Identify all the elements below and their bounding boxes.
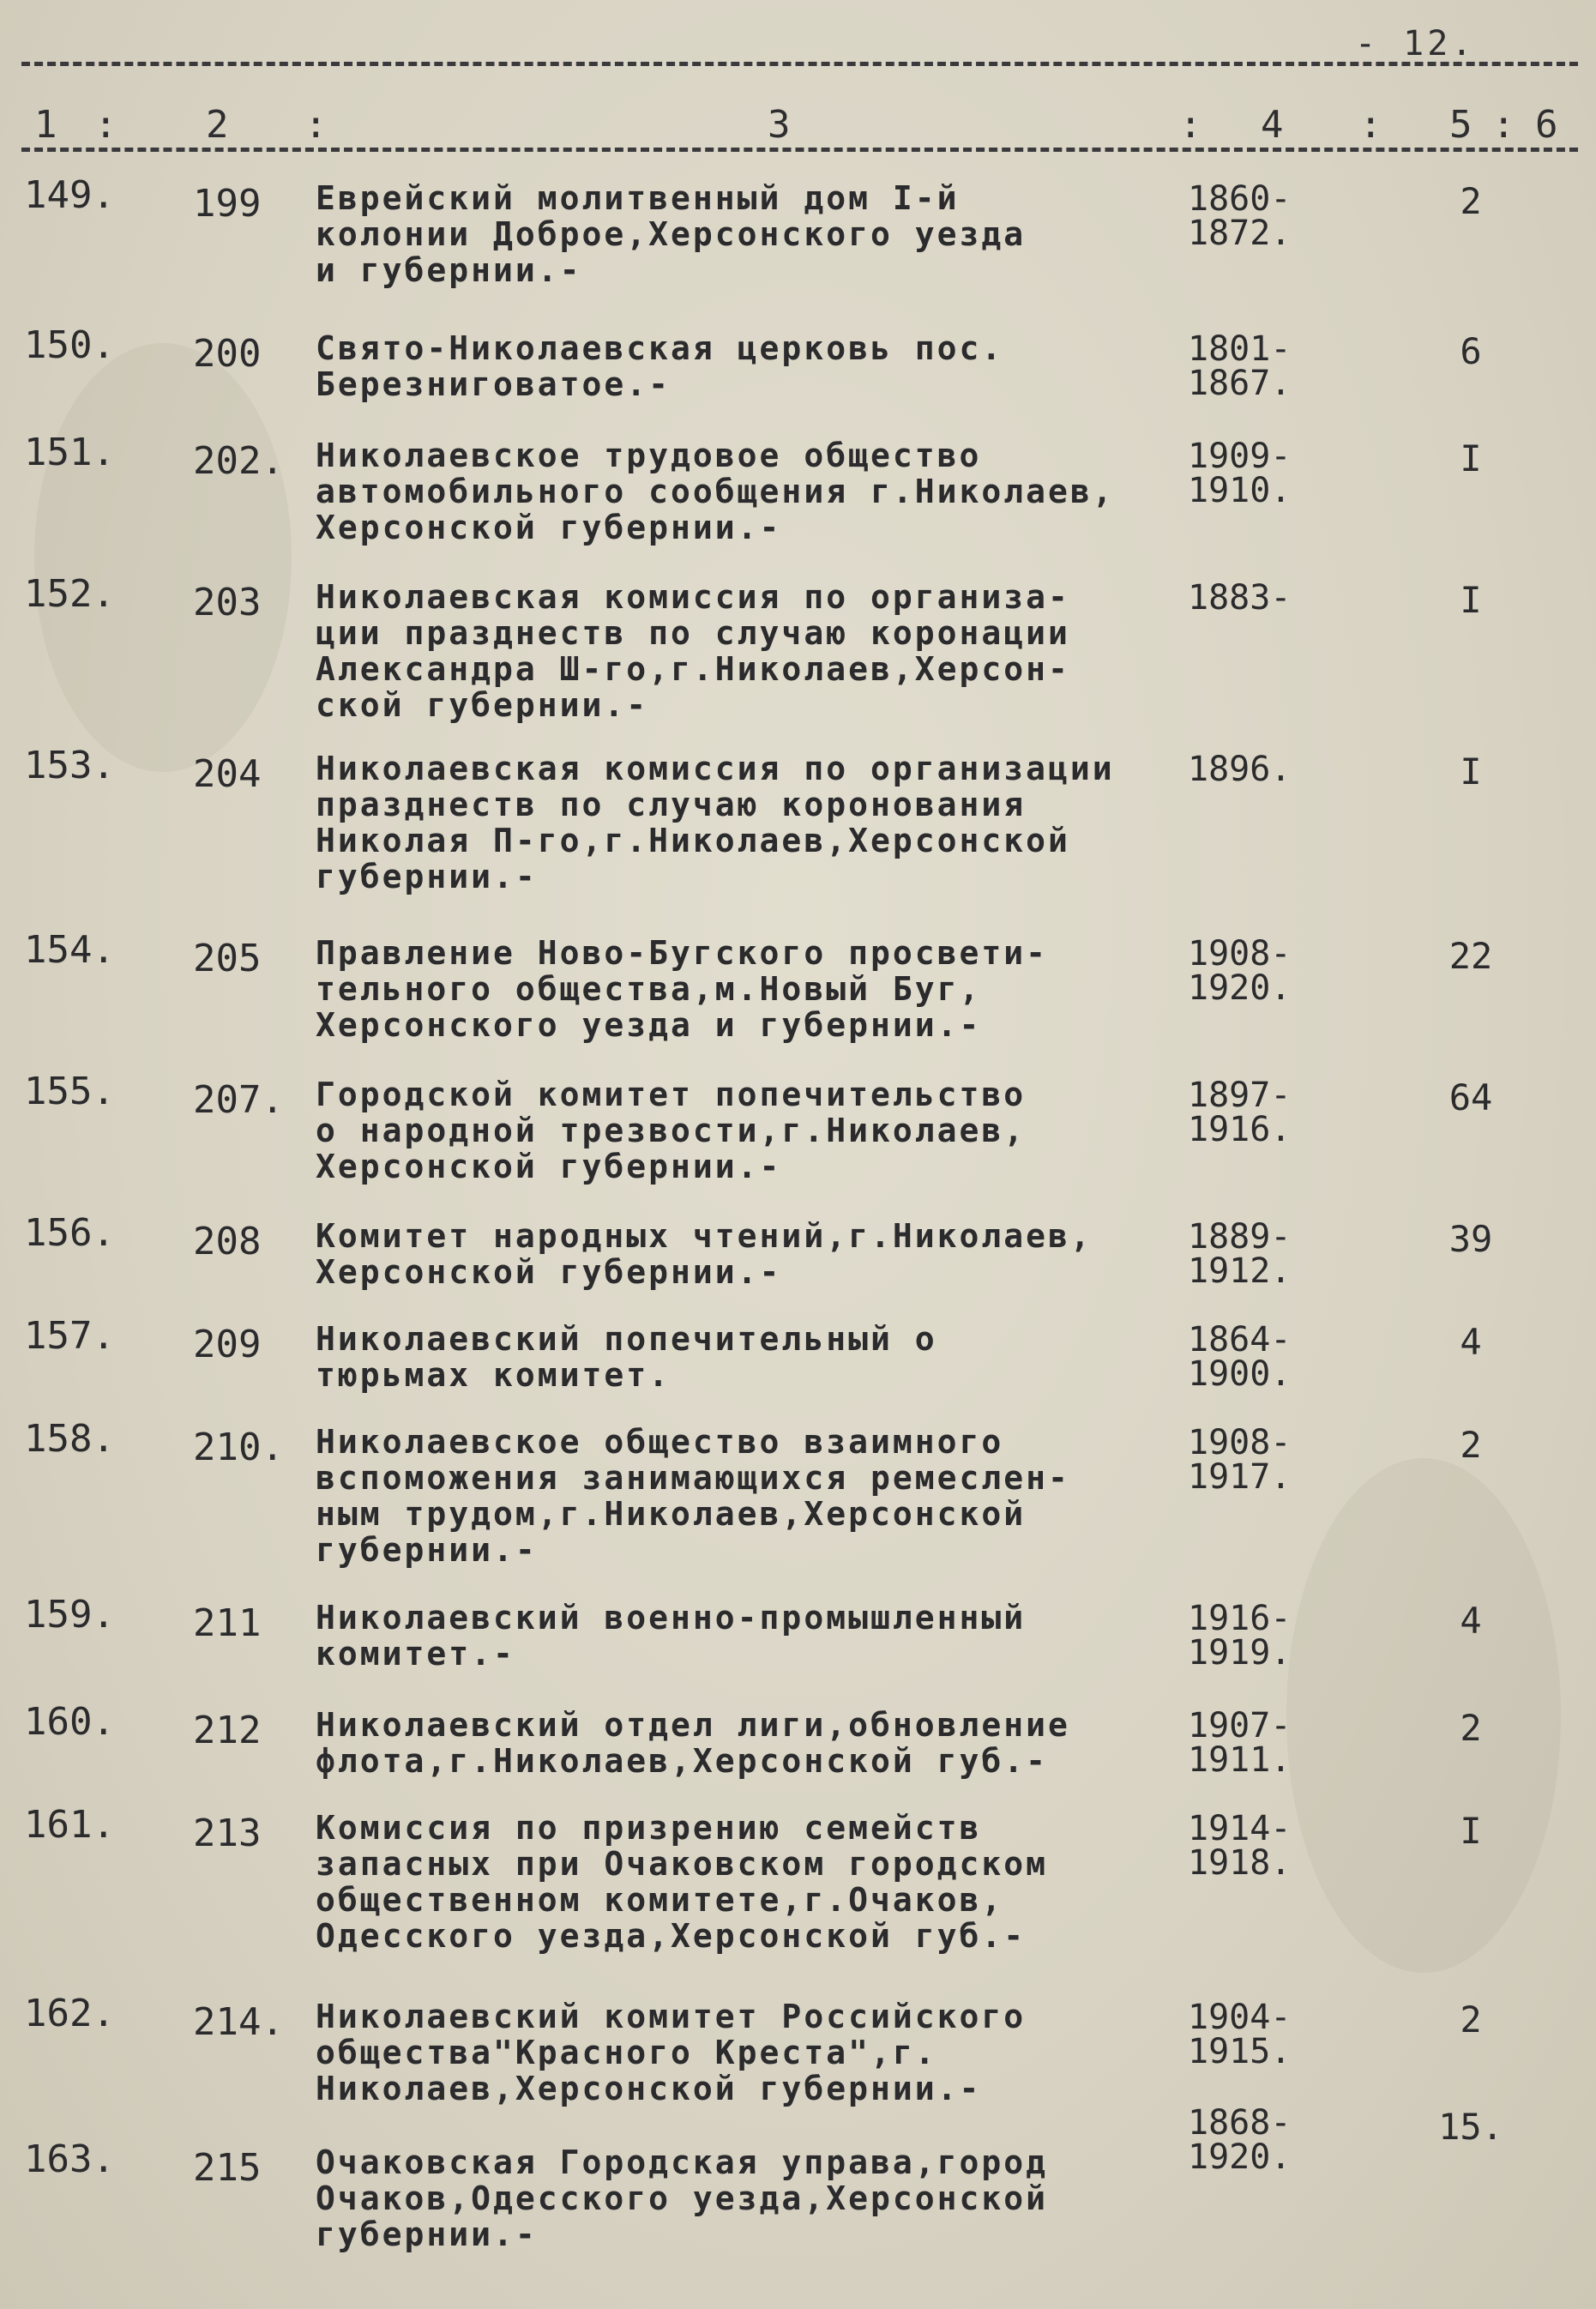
fund-number: 211: [193, 1601, 262, 1645]
page-number: - 12.: [1355, 24, 1476, 63]
date-range: 1904- 1915.: [1188, 1998, 1292, 2071]
fund-number: 207.: [193, 1078, 284, 1122]
fund-number: 213: [193, 1812, 262, 1855]
entry-number: 152.: [24, 572, 115, 616]
date-range: 1883-: [1188, 578, 1292, 618]
date-range: 1860- 1872.: [1188, 179, 1292, 253]
entry-number: 150.: [24, 323, 115, 367]
entry-number: 154.: [24, 928, 115, 972]
fund-title: Николаевское трудовое общество автомобильного сообщения г.Николаев, Херсонской губернии.-: [316, 437, 1115, 546]
fund-title: Комиссия по призрению семейств запасных при Очаковском городском общественном комитете,г.Очаков, Одесского уезда,Херсонской губ.-: [316, 1809, 1048, 1955]
fund-number: 214.: [193, 2000, 284, 2044]
fund-title: Еврейский молитвенный дом I-й колонии Доброе,Херсонского уезда и губернии.-: [316, 179, 1027, 289]
fund-title: Николаевская комиссия по организации празднеств по случаю коронования Николая П-го,г.Николаев,Херсонской губернии.-: [316, 750, 1115, 895]
file-count: I: [1460, 751, 1482, 793]
date-range: 1897- 1916.: [1188, 1076, 1292, 1149]
file-count: 64: [1448, 1076, 1493, 1118]
file-count: 2: [1460, 1707, 1482, 1749]
entry-number: 153.: [24, 744, 115, 787]
date-range: 1916- 1919.: [1188, 1599, 1292, 1673]
fund-title: Правление Ново-Бугского просвети- тельного общества,м.Новый Буг, Херсонского уезда и губернии.-: [316, 934, 1048, 1044]
entry-number: 162.: [24, 1992, 115, 2035]
column-header-4: 4: [1261, 103, 1284, 147]
fund-number: 205: [193, 937, 262, 980]
entry-number: 161.: [24, 1803, 115, 1847]
fund-number: 212: [193, 1709, 262, 1752]
fund-number: 200: [193, 332, 262, 376]
file-count: 15.: [1438, 2106, 1503, 2148]
entry-number: 151.: [24, 431, 115, 474]
file-count: 2: [1460, 180, 1482, 222]
column-separator: :: [1179, 103, 1202, 147]
fund-title: Свято-Николаевская церковь пос. Березниговатое.-: [316, 329, 1004, 403]
entry-number: 160.: [24, 1700, 115, 1744]
fund-number: 202.: [193, 439, 284, 483]
column-separator: :: [1359, 103, 1382, 147]
fund-title: Николаевское общество взаимного вспоможения занимающихся ремеслен- ным трудом,г.Николаев,Херсонской губернии.-: [316, 1423, 1070, 1569]
entry-number: 158.: [24, 1417, 115, 1461]
column-header-5: 5: [1449, 103, 1473, 147]
fund-number: 203: [193, 581, 262, 624]
file-count: 4: [1460, 1600, 1482, 1642]
date-range: 1896.: [1188, 750, 1292, 789]
file-count: 22: [1448, 935, 1493, 977]
date-range: 1908- 1917.: [1188, 1423, 1292, 1497]
file-count: I: [1460, 579, 1482, 621]
column-header-6: 6: [1535, 103, 1558, 147]
date-range: 1914- 1918.: [1188, 1809, 1292, 1883]
file-count: I: [1460, 1810, 1482, 1852]
file-count: 39: [1448, 1218, 1493, 1260]
file-count: 2: [1460, 1424, 1482, 1466]
file-count: 6: [1460, 330, 1482, 372]
date-range: 1864- 1900.: [1188, 1320, 1292, 1394]
header-rule-bottom: [21, 148, 1578, 152]
entry-number: 155.: [24, 1070, 115, 1113]
file-count: 4: [1460, 1321, 1482, 1363]
column-separator: :: [304, 103, 328, 147]
fund-title: Комитет народных чтений,г.Николаев, Херсонской губернии.-: [316, 1217, 1093, 1291]
entry-number: 157.: [24, 1314, 115, 1358]
entry-number: 163.: [24, 2137, 115, 2181]
fund-title: Николаевский комитет Российского общества"Красного Креста",г. Николаев,Херсонской губернии.-: [316, 1998, 1027, 2107]
column-header-1: 1: [34, 103, 57, 147]
column-separator: :: [1492, 103, 1515, 147]
date-range: 1889- 1912.: [1188, 1217, 1292, 1291]
date-range: 1908- 1920.: [1188, 934, 1292, 1008]
paper-stain: [34, 343, 292, 772]
date-range: 1868- 1920.: [1188, 2103, 1292, 2177]
fund-title: Николаевская комиссия по организа- ции празднеств по случаю коронации Александра Ш-го,г.Николаев,Херсон- ской губернии.-: [316, 578, 1070, 724]
fund-number: 210.: [193, 1426, 284, 1469]
fund-number: 215: [193, 2146, 262, 2190]
file-count: I: [1460, 437, 1482, 479]
entry-number: 159.: [24, 1593, 115, 1637]
entry-number: 149.: [24, 173, 115, 217]
fund-title: Николаевский попечительный о тюрьмах комитет.: [316, 1320, 937, 1394]
file-count: 2: [1460, 1999, 1482, 2041]
date-range: 1907- 1911.: [1188, 1706, 1292, 1780]
fund-title: Николаевский отдел лиги,обновление флота,г.Николаев,Херсонской губ.-: [316, 1706, 1070, 1780]
header-rule-top: [21, 62, 1578, 66]
column-header-2: 2: [206, 103, 229, 147]
fund-number: 208: [193, 1220, 262, 1263]
fund-number: 209: [193, 1323, 262, 1366]
entry-number: 156.: [24, 1211, 115, 1255]
column-separator: :: [94, 103, 117, 147]
fund-number: 204: [193, 752, 262, 796]
fund-title: Николаевский военно-промышленный комитет.-: [316, 1599, 1027, 1673]
column-header-3: 3: [768, 103, 791, 147]
fund-title: Городской комитет попечительство о народной трезвости,г.Николаев, Херсонской губернии.-: [316, 1076, 1027, 1185]
fund-title: Очаковская Городская управа,город Очаков,Одесского уезда,Херсонской губернии.-: [316, 2143, 1048, 2253]
fund-number: 199: [193, 182, 262, 226]
date-range: 1801- 1867.: [1188, 329, 1292, 403]
date-range: 1909- 1910.: [1188, 437, 1292, 510]
